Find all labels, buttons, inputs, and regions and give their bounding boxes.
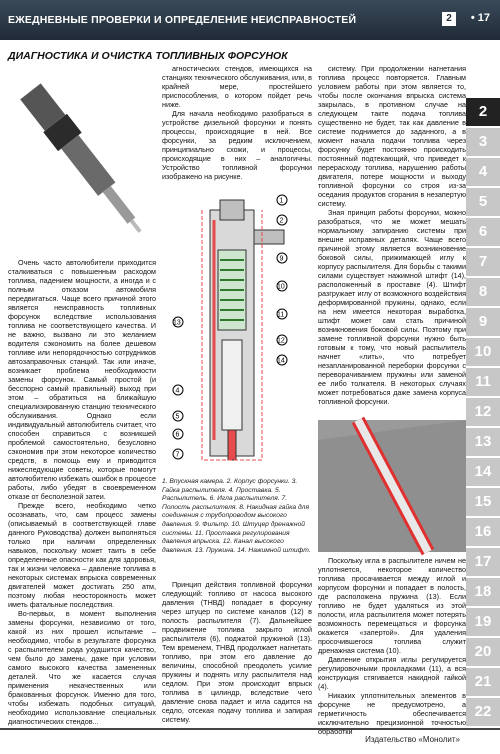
svg-text:9: 9 <box>279 255 284 263</box>
chapter-number: 2 <box>442 12 456 26</box>
chapter-tab[interactable]: 18 <box>466 578 500 606</box>
chapter-tab[interactable]: 7 <box>466 248 500 276</box>
svg-text:6: 6 <box>175 431 180 439</box>
page-header <box>0 0 500 40</box>
nozzle-photo <box>318 420 466 552</box>
diagram-caption: 1. Впускная камера. 2. Корпус форсунки. 3. Гайка распылителя. 4. Проставка. 5. Распылитель. 6. Игла распылителя. 7. Полость распылителя. 8. Накидная гайка для соединения с трубопроводом высокого давления. 9. Фильтр. 10. Штуцер дренажной системы. 11. Проставка регулирования давления впрыска. 12. Канал высокого давления. 13. Пружина. 14. Нажимной штифт. <box>162 478 311 554</box>
paragraph: Принцип действия топливной форсунки следующий: топливо от насоса высокого давления (ТНВД) попадает в форсунку через штуцер по системе каналов (12) в полость распылителя (7). Дальнейшее продвижение топлива закрыто иглой распылителя (6), поджатой пружиной (13). Тем временем, ТНВД продолжает нагнетать топливо, при этом его давление до величины, способной преодолеть усилие пружины и поднять иглу распылителя над седлом. При этом происходит впрыск топлива в цилиндр, вследствие чего давление снова падает и игла садится на седло, отсекая подачу топлива и запирая систему. <box>162 580 312 724</box>
section-title: ДИАГНОСТИКА И ОЧИСТКА ТОПЛИВНЫХ ФОРСУНОК <box>8 50 288 62</box>
svg-text:5: 5 <box>175 413 180 421</box>
paragraph: Поскольку игла в распылителе ничем не уплотняется, некоторое количество топлива просачивается между иглой и корпусом форсунки и попадает в полость, где расположена пружина (13). Если топливо не будет удаляться из этой полости, игла распылителя может потерять возможность перемещаться и форсунка окажется «запертой». Для удаления просочившегося топлива служит дренажная система (10). <box>318 556 466 655</box>
text-column-1 <box>8 258 156 724</box>
chapter-tab[interactable]: 4 <box>466 158 500 186</box>
page-footer <box>0 726 500 754</box>
footer-divider <box>0 728 500 730</box>
text-column-2b <box>162 580 312 726</box>
publisher-name: Издательство «Монолит» <box>365 735 460 744</box>
paragraph: Во-первых, в момент выполнения замены форсунки, независимо от того, какой из них прошел испытание – необходимо, чтобы в результате форсунка с распылителем рода ухудшится качество, чем было до замены, даже при условии самого высокого качества замененных деталей. Что же касается случая применения некачественных или бракованных форсунок. Именно для того, чтобы избежать подобных ситуаций, необходимо использование специальных диагностических стендов... <box>8 609 156 726</box>
svg-text:2: 2 <box>279 217 284 225</box>
paragraph: Зная принцип работы форсунки, можно разобраться, что же может мешать нормальному запиранию системы при внешне исправных деталях. Чаще всего причиной этому является возникновение боковой силы, прижимающей иглу к корпусу распылителя. Для борьбы с такими силами существует нажимной штифт (14), расположенный в проставке (4). Штифт разгружает иглу от возможного воздействия деформированной пружины, однако, если на нем имеется некоторая выработка, штифт может сам стать причиной возникновения боковой силы. Поэтому при замене топливной форсунки нужно быть готовым к тому, что новый распылитель начнет «лить», что потребует незапланированной переборки форсунки с переворачиванием пружины или заменой ее либо толкателя. В некоторых случаях может потребоваться даже замена корпуса топливной форсунки. <box>318 208 466 406</box>
injector-diagram <box>162 190 312 476</box>
injector-photo <box>8 64 156 254</box>
paragraph: Прежде всего, необходимо четко осознавать, что, сам процесс замены (описываемый в соответствующей главе данного Руководства) должен выполняться только при наличии определенных навыков, поскольку может таить в себе определенные опасности как для здоровья, так и жизни человека – давление топлива в некоторых системах впрыска современных двигателей может достигать 250 атм, поэтому любая неосторожность может иметь фатальные последствия. <box>8 501 156 609</box>
paragraph: Давление открытия иглы регулируется регулировочными прокладками (11), а вся конструкция стягивается накидной гайкой (4). <box>318 655 466 691</box>
chapter-tab[interactable]: 16 <box>466 518 500 546</box>
chapter-tabs <box>466 98 500 728</box>
chapter-tab[interactable]: 5 <box>466 188 500 216</box>
svg-text:1: 1 <box>279 197 284 205</box>
chapter-tab[interactable]: 9 <box>466 308 500 336</box>
chapter-tab[interactable]: 17 <box>466 548 500 576</box>
chapter-tab[interactable]: 12 <box>466 398 500 426</box>
chapter-tab[interactable]: 22 <box>466 698 500 726</box>
chapter-tab[interactable]: 2 <box>466 98 500 126</box>
paragraph: Никаких уплотнительных элементов в форсунке не предусмотрено, а герметичность обеспечивается исключительно прецизионной точностью обработки <box>318 691 466 736</box>
paragraph: Очень часто автолюбители приходится сталкиваться с повышенным расходом топлива, падением мощности, а иногда и с полным отказом автомобиля передвигаться. Чаще всего причиной этого является неисправность топливных форсунок вследствие использования топлива не соответствующего качества. И не важно, вызвано ли это желанием водителя сэкономить на более дешевом топливе или непорядочностью сотрудников автозаправочных станций. Так или иначе, возникает проблема необходимости замены форсунок. Самый простой (и бесспорно самый правильный) выход при этом – обратиться на ближайшую специализированную станцию технического обслуживания. Однако если индивидуальный автолюбитель считает, что способен справиться с возникшей проблемой самостоятельно, безусловно сэкономив при этом некоторое количество средств, в помощь ему и приводится нижеследующие советы, которые помогут автолюбителю избежать ошибок в процессе работы, либо убедят в своевременном отказе от бесполезной затеи. <box>8 258 156 501</box>
svg-text:4: 4 <box>175 387 180 395</box>
paragraph: систему. При продолжении нагнетания топлива процесс повторяется. Главным условием работы при этом является то, чтобы после окончания впрыска система закрылась, в противном случае на следующем такте подача топлива существенно не будет, так как давление в системе поднимется до заданного, а в момент начала подачи топлива через форсунку будет постоянно происходить постоянный подтекающий, что приведет к перерасходу топлива, нарушению работы двигателя, потере мощности и выходу топливной форсунки со строя из-за оседания продуктов сгорания в незапертую систему. <box>318 64 466 208</box>
chapter-tab[interactable]: 10 <box>466 338 500 366</box>
svg-text:7: 7 <box>175 451 180 459</box>
text-column-2 <box>162 64 312 188</box>
chapter-tab[interactable]: 6 <box>466 218 500 246</box>
chapter-tab[interactable]: 13 <box>466 428 500 456</box>
text-column-3 <box>318 64 466 416</box>
chapter-tab[interactable]: 15 <box>466 488 500 516</box>
svg-text:14: 14 <box>277 357 285 365</box>
chapter-tab[interactable]: 8 <box>466 278 500 306</box>
svg-text:11: 11 <box>277 311 285 319</box>
svg-text:10: 10 <box>277 283 285 291</box>
header-title: ЕЖЕДНЕВНЫЕ ПРОВЕРКИ И ОПРЕДЕЛЕНИЕ НЕИСПРАВНОСТЕЙ <box>8 14 357 26</box>
text-column-3b <box>318 556 466 736</box>
svg-text:12: 12 <box>277 337 285 345</box>
paragraph: Для начала необходимо разобраться в устройстве дизельной форсунки и понять процессы, происходящие в ней. Все форсунки, за редким исключением, принципиально схожи, и процессы, происходящие в них – аналогичны. Устройство топливной форсунки изображено на рисунке. <box>162 109 312 181</box>
chapter-tab[interactable]: 20 <box>466 638 500 666</box>
chapter-tab[interactable]: 19 <box>466 608 500 636</box>
chapter-tab[interactable]: 11 <box>466 368 500 396</box>
chapter-tab[interactable]: 3 <box>466 128 500 156</box>
svg-text:13: 13 <box>173 319 181 327</box>
page-number: • 17 <box>470 12 490 24</box>
chapter-tab[interactable]: 14 <box>466 458 500 486</box>
paragraph: агностических стендов, имеющихся на станциях технического обслуживания, или, в крайней мере, простейшего приспособления, о котором пойдет речь ниже. <box>162 64 312 109</box>
chapter-tab[interactable]: 21 <box>466 668 500 696</box>
